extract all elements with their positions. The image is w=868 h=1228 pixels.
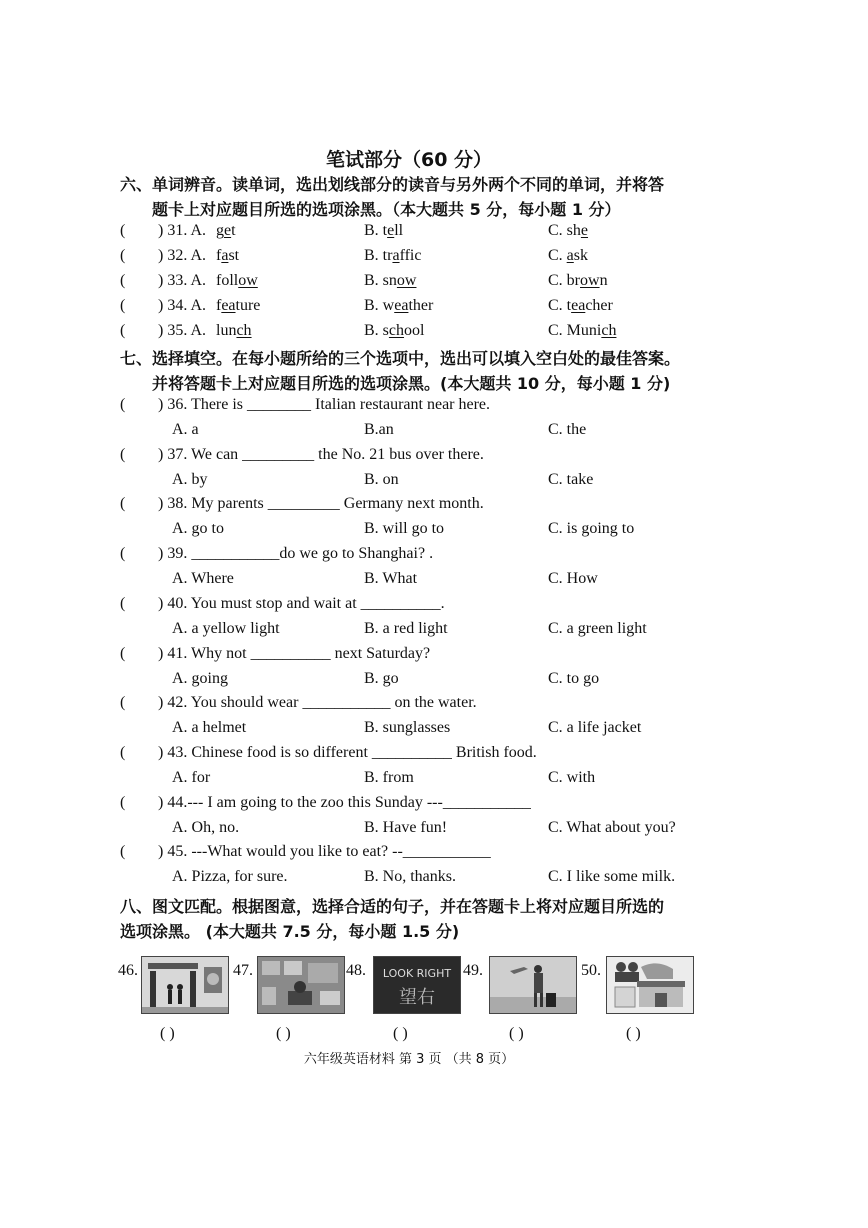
option-a-prefix: f <box>216 297 222 314</box>
option-a: A. go to <box>172 520 224 538</box>
answer-paren: ( <box>120 247 126 264</box>
option-b: B. Have fun! <box>364 818 448 836</box>
option-b-underlined: ea <box>394 297 409 314</box>
option-c: C. What about you? <box>548 818 676 836</box>
option-c-underlined: e <box>580 222 589 239</box>
option-c-prefix: C. <box>548 247 567 264</box>
question-number: ) 33. A. <box>158 272 206 289</box>
option-c <box>548 297 613 315</box>
option-b-prefix: B. sn <box>364 272 397 289</box>
option-c-suffix: cher <box>585 297 613 314</box>
picture-number: 46. <box>118 962 138 979</box>
option-c: C. a life jacket <box>548 719 642 737</box>
option-c-suffix: sk <box>573 247 589 264</box>
option-b <box>364 247 421 265</box>
option-b-prefix: B. s <box>364 322 389 339</box>
option-c-underlined: ow <box>580 272 600 289</box>
option-b-suffix: ll <box>394 222 404 239</box>
question-stem: ) 40. You must stop and wait at __________. <box>158 594 445 612</box>
question-number: ) 34. A. <box>158 297 206 314</box>
option-b: B. No, thanks. <box>364 868 456 886</box>
answer-paren-49: ( ) <box>509 1025 524 1042</box>
question-stem: ) 38. My parents _________ Germany next month. <box>158 495 484 513</box>
option-c: C. take <box>548 470 594 488</box>
answer-paren: ( <box>120 322 126 339</box>
answer-paren: ( <box>120 396 126 413</box>
option-a: A. a helmet <box>172 719 247 737</box>
option-b-suffix: ther <box>408 297 434 314</box>
answer-paren: ( <box>120 297 126 314</box>
option-b-underlined: e <box>387 222 395 239</box>
option-b: B.an <box>364 421 394 438</box>
answer-paren: ( <box>120 644 126 662</box>
option-a-underlined: ch <box>236 322 252 339</box>
option-a: A. a <box>172 421 199 438</box>
option-a-prefix: g <box>216 222 224 239</box>
picture-48 <box>373 956 461 1014</box>
option-c <box>548 322 616 340</box>
page-title: 笔试部分（60 分） <box>325 149 493 171</box>
option-a: A. Oh, no. <box>172 818 240 836</box>
option-c-prefix: C. t <box>548 297 572 314</box>
option-a <box>216 222 236 240</box>
answer-paren: ( <box>120 793 126 811</box>
option-c: C. a green light <box>548 619 647 637</box>
picture-47 <box>257 956 345 1014</box>
option-b: B. What <box>364 570 418 588</box>
option-a-suffix: t <box>231 222 236 239</box>
option-b-suffix: ffic <box>399 247 422 264</box>
answer-paren-50: ( ) <box>626 1025 641 1042</box>
section8-heading-line1: 八、图文匹配。根据图意，选择合适的句子，并在答题卡上将对应题目所选的 <box>120 897 665 916</box>
question-stem: ) 43. Chinese food is so different __________ British food. <box>158 743 537 761</box>
option-c <box>548 272 608 290</box>
answer-paren: ( <box>120 495 126 513</box>
option-c: C. is going to <box>548 520 635 538</box>
option-b <box>364 297 433 315</box>
section6-heading-line1: 六、单词辨音。读单词，选出划线部分的读音与另外两个不同的单词，并将答 <box>120 175 665 194</box>
picture-50 <box>606 956 694 1014</box>
picture-46 <box>141 956 229 1014</box>
option-b: B. go <box>364 669 399 687</box>
option-b <box>364 222 403 240</box>
answer-paren-46: ( ) <box>160 1025 175 1042</box>
option-c: C. the <box>548 421 587 438</box>
option-c-prefix: C. br <box>548 272 580 289</box>
option-b: B. from <box>364 768 414 786</box>
option-c: C. I like some milk. <box>548 868 676 886</box>
option-a-prefix: f <box>216 247 222 264</box>
option-b-prefix: B. tr <box>364 247 393 264</box>
answer-paren-47: ( ) <box>276 1025 291 1042</box>
question-number: ) 35. A. <box>158 322 206 339</box>
option-a: A. Pizza, for sure. <box>172 868 288 886</box>
question-stem: ) 37. We can _________ the No. 21 bus over there. <box>158 445 484 463</box>
option-a-underlined: a <box>221 247 229 264</box>
option-b: B. sunglasses <box>364 719 451 737</box>
question-number: ) 31. A. <box>158 222 206 239</box>
option-b-prefix: B. t <box>364 222 388 239</box>
section7-heading-line2: 并将答题卡上对应题目所选的选项涂黑。(本大题共 10 分，每小题 1 分) <box>152 374 671 393</box>
option-c-underlined: ea <box>571 297 586 314</box>
option-a <box>216 272 258 290</box>
picture-number: 50. <box>581 962 601 979</box>
option-a-suffix: st <box>228 247 240 264</box>
option-c-underlined: ch <box>601 322 617 339</box>
option-c <box>548 222 588 240</box>
option-b: B. will go to <box>364 520 445 538</box>
option-b-suffix: ool <box>404 322 425 339</box>
answer-paren-48: ( ) <box>393 1025 408 1042</box>
option-b <box>364 272 416 290</box>
option-b: B. a red light <box>364 619 448 637</box>
option-a-underlined: e <box>224 222 232 239</box>
answer-paren: ( <box>120 272 126 289</box>
option-a <box>216 297 260 315</box>
question-stem: ) 39. ___________do we go to Shanghai? . <box>158 545 434 563</box>
look-right-text: LOOK RIGHT <box>382 967 452 980</box>
question-stem: ) 44.--- I am going to the zoo this Sunday ---___________ <box>158 793 531 811</box>
answer-paren: ( <box>120 222 126 239</box>
option-c: C. with <box>548 768 596 786</box>
option-b: B. on <box>364 470 399 488</box>
option-a <box>216 322 252 340</box>
page-footer: 六年级英语材料 第 3 页 （共 8 页） <box>303 1052 515 1067</box>
question-stem: ) 45. ---What would you like to eat? --___________ <box>158 843 491 861</box>
answer-paren: ( <box>120 545 126 563</box>
look-right-chinese: 望右 <box>399 987 435 1008</box>
option-c-prefix: C. sh <box>548 222 581 239</box>
option-b-underlined: ow <box>396 272 417 289</box>
question-number: ) 32. A. <box>158 247 206 264</box>
option-b <box>364 322 424 340</box>
answer-paren: ( <box>120 843 126 861</box>
option-a-underlined: ea <box>221 297 236 314</box>
option-b-prefix: B. w <box>364 297 395 314</box>
option-a: A. Where <box>172 570 234 588</box>
option-c <box>548 247 588 265</box>
option-a-underlined: ow <box>238 272 258 289</box>
answer-paren: ( <box>120 445 126 463</box>
section7-heading-line1: 七、选择填空。在每小题所给的三个选项中，选出可以填入空白处的最佳答案。 <box>120 349 681 368</box>
option-a: A. a yellow light <box>172 619 280 637</box>
option-a-suffix: ture <box>235 297 261 314</box>
option-c-underlined: a <box>566 247 574 264</box>
section8-heading-line2: 选项涂黑。 (本大题共 7.5 分，每小题 1.5 分) <box>120 922 460 941</box>
option-a: A. by <box>172 470 208 488</box>
option-b-underlined: a <box>392 247 400 264</box>
option-a: A. for <box>172 768 211 786</box>
answer-paren: ( <box>120 743 126 761</box>
option-b-underlined: ch <box>388 322 405 339</box>
question-stem: ) 36. There is ________ Italian restaurant near here. <box>158 396 491 413</box>
answer-paren: ( <box>120 694 126 712</box>
option-a-prefix: lun <box>216 322 237 339</box>
answer-paren: ( <box>120 594 126 612</box>
picture-49 <box>489 956 577 1014</box>
option-c-suffix: n <box>599 272 608 289</box>
option-a-prefix: foll <box>216 272 239 289</box>
picture-number: 49. <box>463 962 483 979</box>
section6-heading-line2: 题卡上对应题目所选的选项涂黑。（本大题共 5 分，每小题 1 分） <box>152 200 621 219</box>
option-a: A. going <box>172 669 228 687</box>
picture-number: 47. <box>233 962 253 979</box>
question-stem: ) 42. You should wear ___________ on the water. <box>158 694 477 712</box>
option-c: C. to go <box>548 669 600 687</box>
option-c-prefix: C. Muni <box>548 322 602 339</box>
option-c: C. How <box>548 570 598 588</box>
option-a <box>216 247 239 265</box>
question-stem: ) 41. Why not __________ next Saturday? <box>158 644 431 662</box>
picture-number: 48. <box>346 962 366 979</box>
